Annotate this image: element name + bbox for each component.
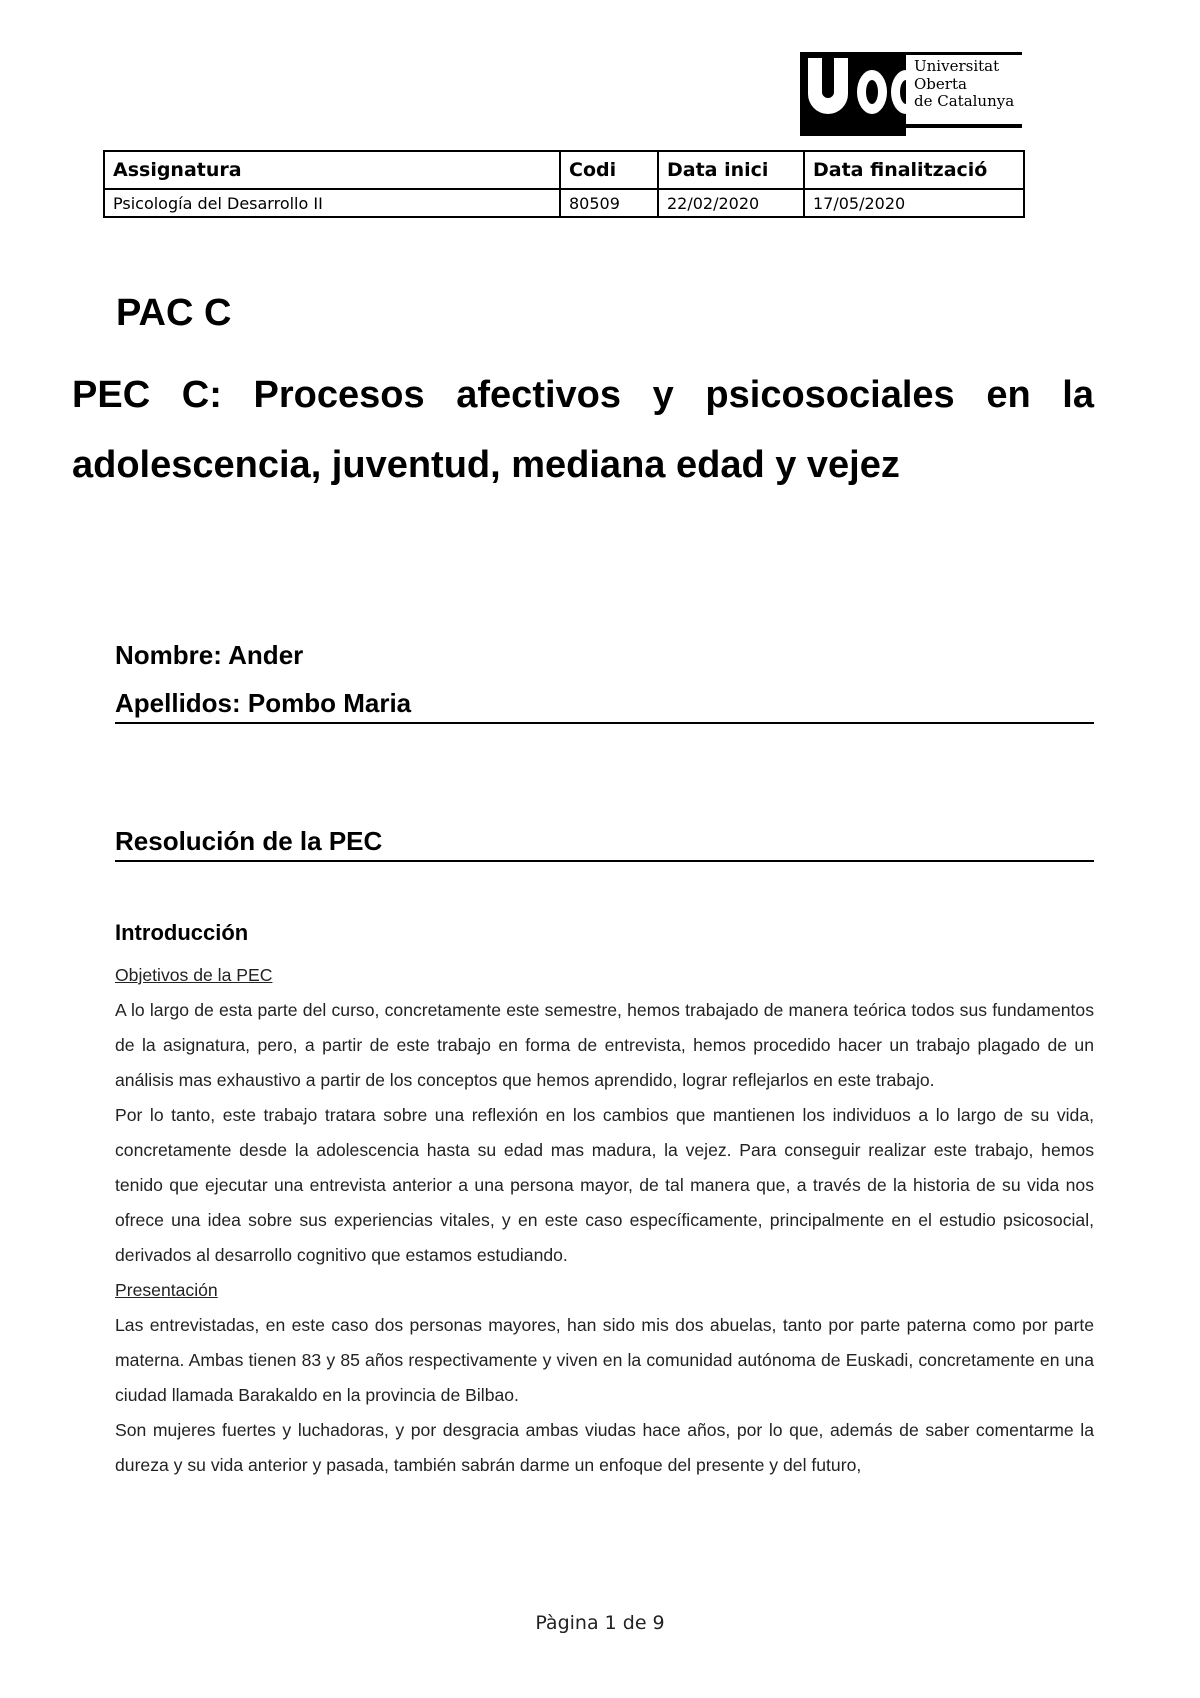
paragraph-2: Por lo tanto, este trabajo tratara sobre una reflexión en los cambios que mantienen los individuos a lo largo de su vida, concretamente desde la adolescencia hasta su edad mas madura, la vejez. Para conseguir realizar este trabajo, hemos tenido que ejecutar una entrevista anterior a una persona mayor, de tal manera que, a través de la historia de su vida nos ofrece una idea sobre sus experiencias vitales, y en este caso específicamente, principalmente en el estudio psicosocial, derivados al desarrollo cognitivo que estamos estudiando. (115, 1105, 1094, 1265)
paragraph-1: A lo largo de esta parte del curso, concretamente este semestre, hemos trabajado de manera teórica todos sus fundamentos de la asignatura, pero, a partir de este trabajo en forma de entrevista, hemos procedido hacer un trabajo plagado de un análisis mas exhaustivo a partir de los conceptos que hemos aprendido, lograr reflejarlos en este trabajo. (115, 1000, 1094, 1090)
logo-wordmark (914, 58, 1014, 111)
logo-line-3: de Catalunya (914, 92, 1015, 110)
header-assignatura: Assignatura (104, 151, 560, 189)
table-row (104, 189, 1024, 217)
intro-heading: Introducción (115, 920, 249, 945)
cell-codi: 80509 (560, 189, 658, 217)
header-data-inici: Data inici (658, 151, 804, 189)
cell-assignatura: Psicología del Desarrollo II (104, 189, 560, 217)
divider-line (115, 860, 1094, 862)
logo-line-2: Oberta (914, 74, 967, 93)
table-header-row (104, 151, 1024, 189)
page-footer: Pàgina 1 de 9 (535, 1612, 665, 1634)
logo-line-1: Universitat (914, 57, 1000, 75)
uoc-logo (800, 52, 1022, 136)
subheading-presentacion: Presentación (115, 1280, 218, 1300)
student-surname: Apellidos: Pombo Maria (115, 688, 412, 718)
document-title: PEC C: Procesos afectivos y psicosociales en la adolescencia, juventud, mediana edad y vejez (72, 374, 1094, 486)
section-title: Resolución de la PEC (115, 826, 383, 856)
body-text (115, 958, 1094, 1483)
student-name: Nombre: Ander (115, 640, 304, 670)
header-data-finalitzacio: Data finalització (804, 151, 1024, 189)
paragraph-4: Son mujeres fuertes y luchadoras, y por desgracia ambas viudas hace años, por lo que, además de saber comentarme la dureza y su vida anterior y pasada, también sabrán darme un enfoque del presente y del futuro, (115, 1420, 1094, 1475)
pac-heading: PAC C (116, 292, 232, 334)
divider-line (115, 722, 1094, 724)
course-info-table (103, 150, 1025, 218)
cell-data-inici: 22/02/2020 (658, 189, 804, 217)
header-codi: Codi (560, 151, 658, 189)
paragraph-3: Las entrevistadas, en este caso dos personas mayores, han sido mis dos abuelas, tanto por parte paterna como por parte materna. Ambas tienen 83 y 85 años respectivamente y viven en la comunidad autónoma de Euskadi, concretamente en una ciudad llamada Barakaldo en la provincia de Bilbao. (115, 1315, 1094, 1405)
cell-data-finalitzacio: 17/05/2020 (804, 189, 1024, 217)
subheading-objetivos: Objetivos de la PEC (115, 965, 273, 985)
